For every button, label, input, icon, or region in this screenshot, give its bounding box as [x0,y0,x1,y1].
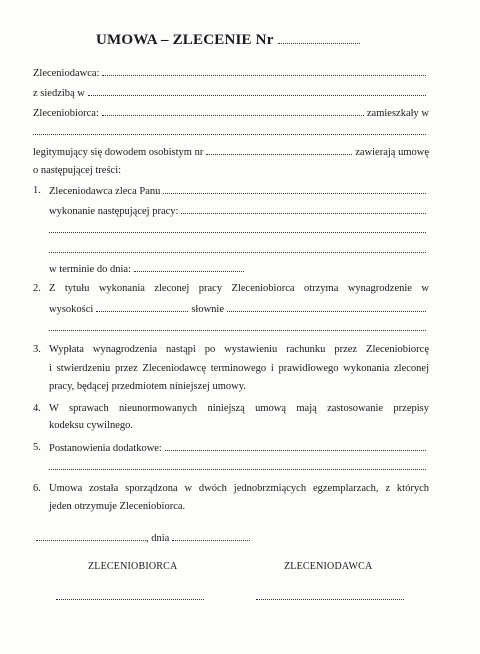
zleceniobiorca-row [33,106,429,120]
clause-5-row-2 [49,460,429,470]
clause-1-work-row [49,204,429,218]
signature-label-zleceniodawca: ZLECENIODAWCA [284,561,373,572]
clause-6-number: 6. [33,483,41,494]
clause-2-words-field-2[interactable] [49,321,426,331]
clause-5-text: Postanowienia dodatkowe: [49,443,162,454]
date-label: , dnia [146,533,170,544]
clause-3-line-1: Wypłata wynagrodzenia nastąpi po wystawieniu rachunku przez Zleceniobiorcę [49,344,429,355]
legitymujacy-label: legitymujący się dowodem osobistym nr [33,147,204,158]
clause-1-row [49,184,429,198]
address-row [33,125,429,135]
siedziba-row [33,86,429,100]
clause-3-number: 3. [33,344,41,355]
clause-1-work-field-3[interactable] [49,243,426,253]
zamieszkaly-label: zamieszkały w [366,108,429,119]
clause-1-work-row-3 [49,243,429,253]
clause-2-amount-row [49,302,429,316]
signature-line-zleceniodawca[interactable] [256,598,404,600]
clause-5-number: 5. [33,442,41,453]
tresc-label: o następującej treści: [33,165,122,176]
place-field[interactable] [36,531,146,541]
clause-2-amount-field[interactable] [96,302,188,312]
zleceniodawca-field[interactable] [102,66,426,76]
clause-2-amount-label: wysokości [49,304,94,315]
place-date-row [36,531,253,545]
clause-4-line-1: W sprawach nieunormowanych niniejszą umową mają zastosowanie przepisy [49,403,429,414]
contract-number-field[interactable] [278,32,360,44]
clause-1-term-row [49,262,247,276]
zleceniodawca-label: Zleceniodawca: [33,68,100,79]
clause-4-line-2: kodeksu cywilnego. [49,420,133,431]
clause-2-words-field[interactable] [227,302,426,312]
clause-6-line-2: jeden otrzymuje Zleceniobiorca. [49,501,186,512]
siedziba-label: z siedzibą w [33,88,85,99]
zleceniobiorca-field[interactable] [102,106,364,116]
clause-1-text: Zleceniodawca zleca Panu [49,186,161,197]
signature-label-zleceniobiorca: ZLECENIOBIORCA [88,561,178,572]
clause-1-term-label: w terminie do dnia: [49,264,131,275]
tresc-row [33,164,121,177]
date-field[interactable] [172,531,250,541]
contract-title [96,32,363,49]
clause-1-name-field[interactable] [163,184,426,194]
zleceniodawca-row [33,66,429,80]
clause-3-line-2: i stwierdzeniu przez Zleceniodawcę terminowego i prawidłowego wykonania zleconej [49,363,429,374]
clause-3-line-3: pracy, będącej przedmiotem niniejszej umowy. [49,381,246,392]
clause-5-field[interactable] [165,441,426,451]
signature-line-zleceniobiorca[interactable] [56,598,204,600]
clause-4-number: 4. [33,403,41,414]
siedziba-field[interactable] [88,86,426,96]
clause-2-words-row-2 [49,321,429,331]
zleceniobiorca-label: Zleceniobiorca: [33,108,99,119]
title-text: UMOWA – ZLECENIE Nr [96,32,274,48]
clause-1-work-field[interactable] [181,204,426,214]
clause-1-work-label: wykonanie następującej pracy: [49,206,179,217]
clause-5-field-2[interactable] [49,460,426,470]
clause-2-words-label: słownie [191,304,225,315]
clause-5-row [49,441,429,455]
clause-1-work-row-2 [49,223,429,233]
address-field[interactable] [33,125,426,135]
clause-2-text: Z tytułu wykonania zleconej pracy Zleceniobiorca otrzyma wynagrodzenie w [49,283,429,294]
id-row [33,145,429,159]
clause-1-term-field[interactable] [134,262,244,272]
id-number-field[interactable] [206,145,352,155]
clause-6-line-1: Umowa została sporządzona w dwóch jednobrzmiących egzemplarzach, z których [49,483,429,494]
clause-1-work-field-2[interactable] [49,223,426,233]
zawieraja-label: zawierają umowę [355,147,429,158]
clause-1-number: 1. [33,185,41,196]
clause-2-number: 2. [33,283,41,294]
